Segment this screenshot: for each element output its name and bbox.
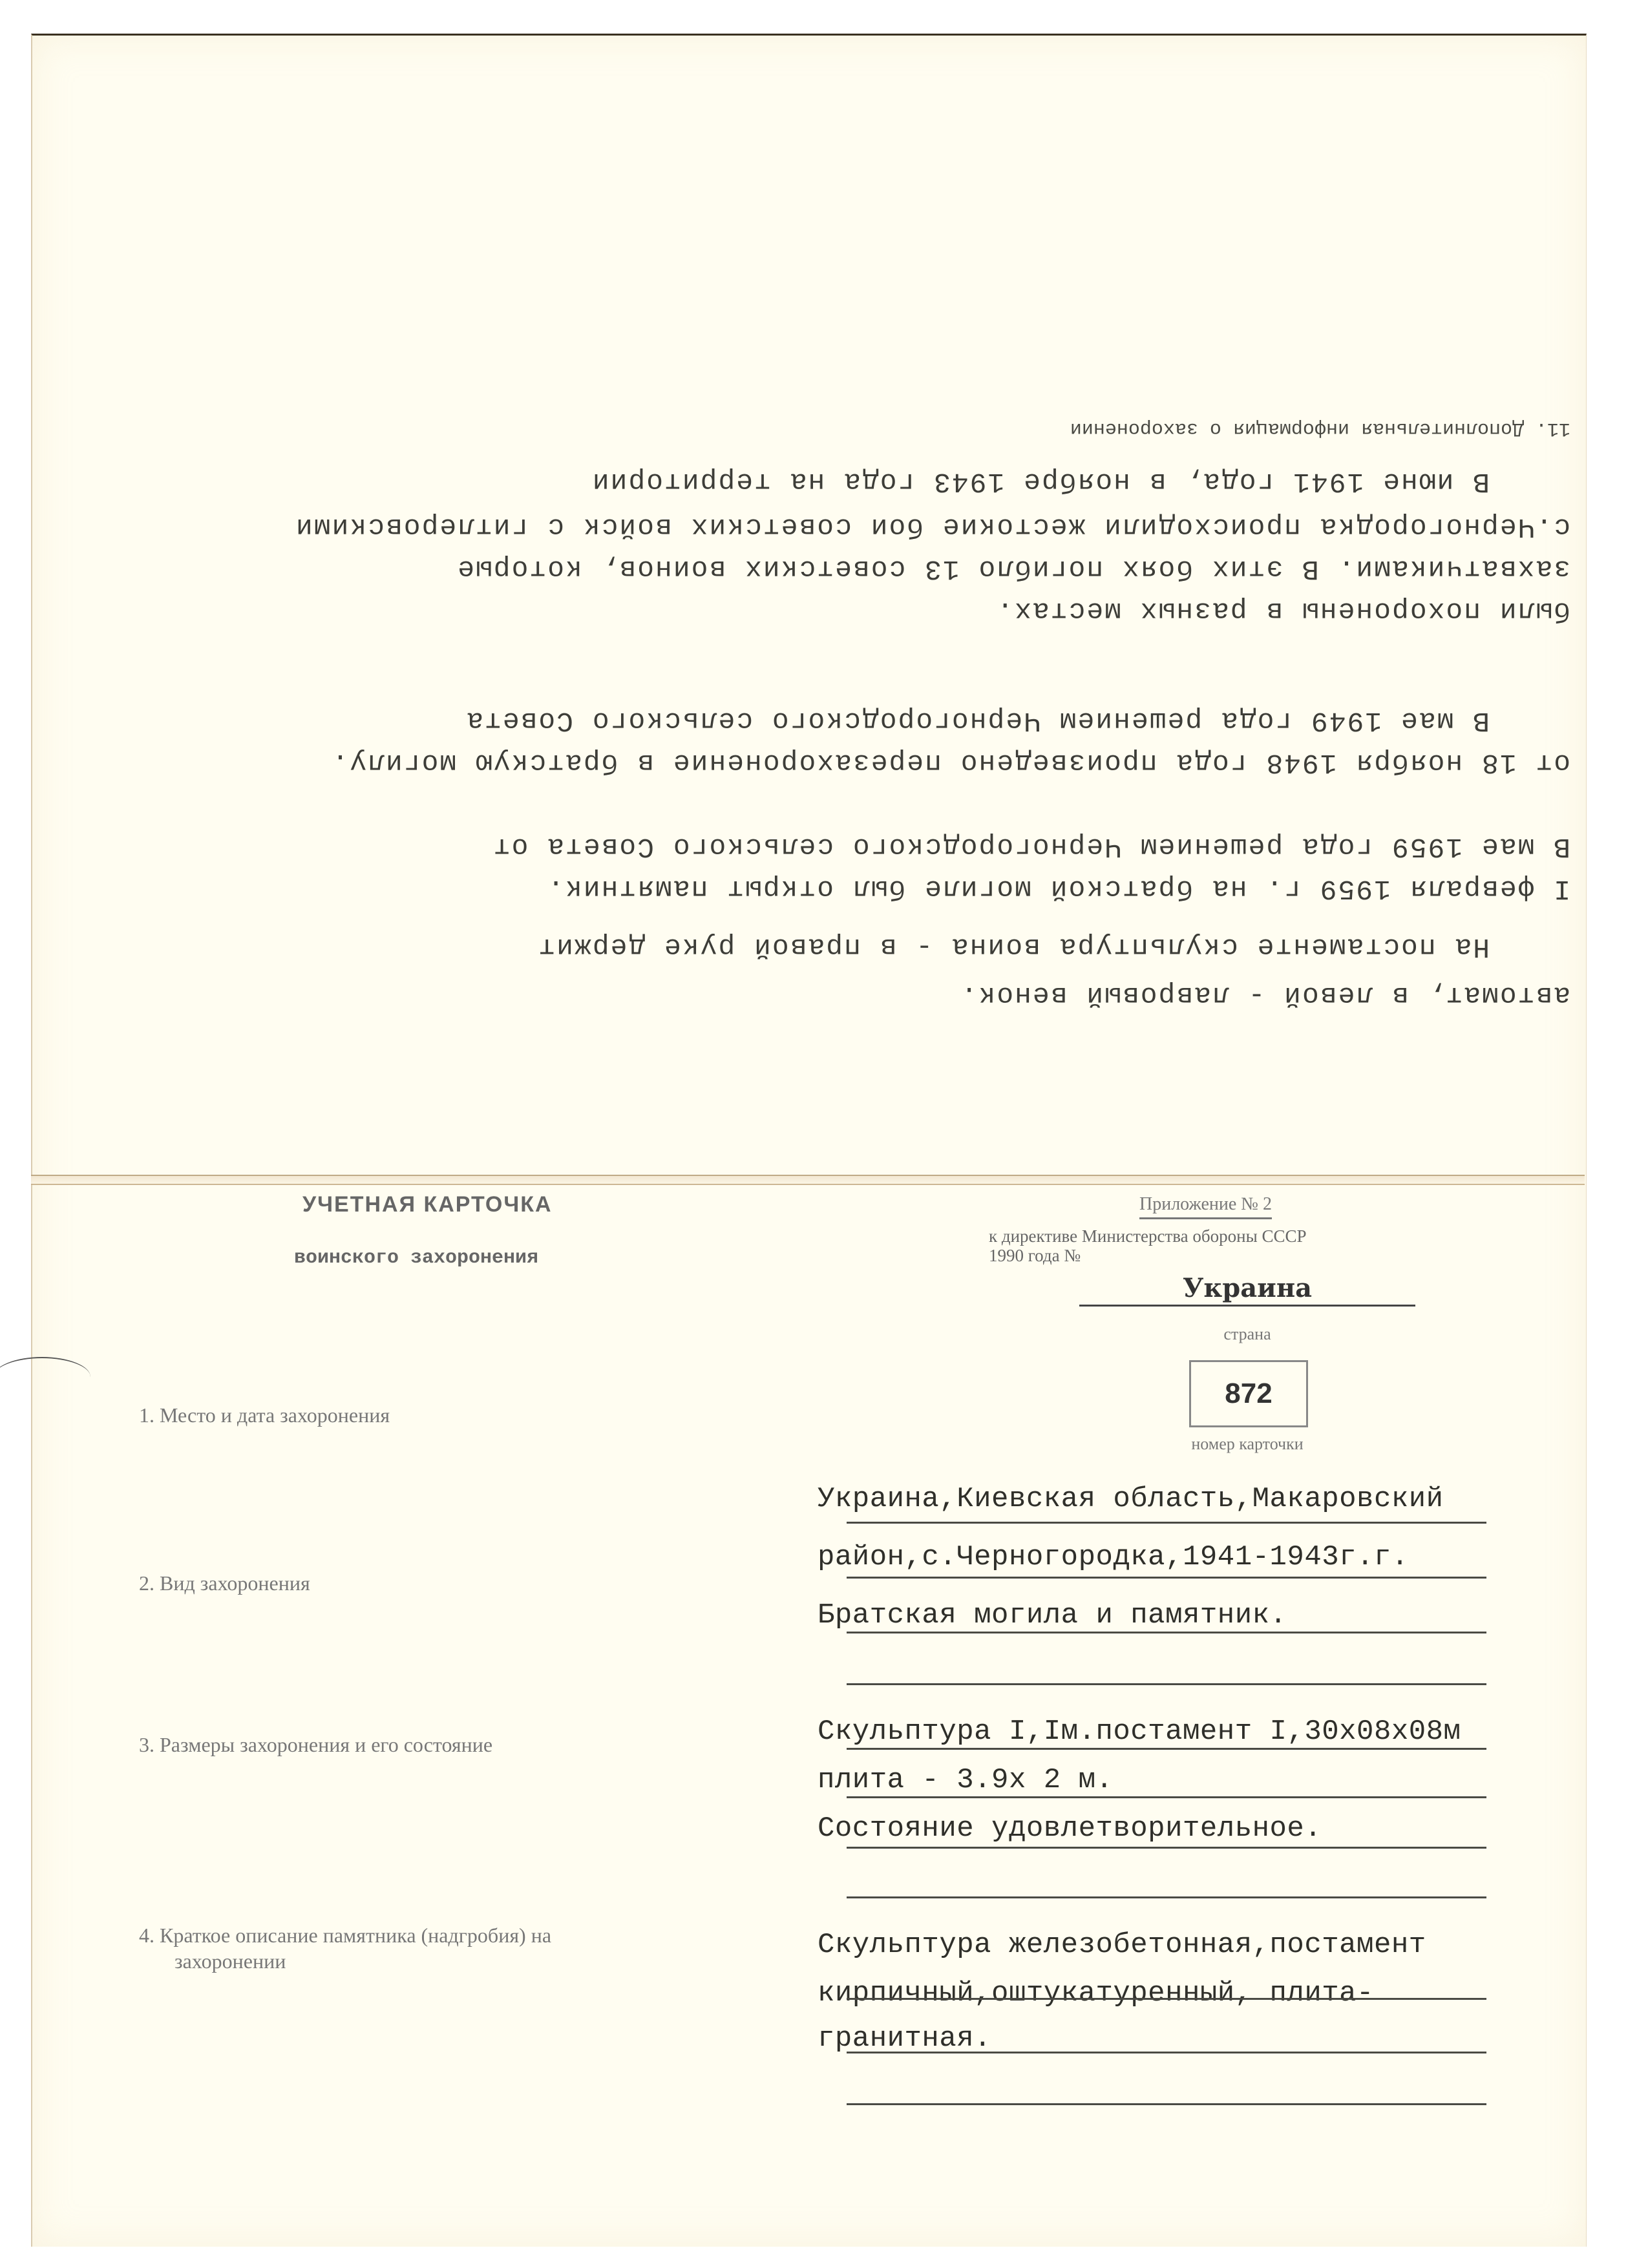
field-value-condition: Состояние удовлетворительное. — [818, 1812, 1322, 1845]
field-value-size-line-1: Скульптура I,Iм.постамент I,30х08х08м — [818, 1716, 1461, 1748]
underline — [847, 1748, 1486, 1750]
fold-crease — [31, 1175, 1585, 1185]
underline — [847, 1847, 1486, 1849]
underline — [847, 2103, 1486, 2105]
field-value-monument-line-1: Скульптура железобетонная,постамент — [818, 1929, 1426, 1961]
underline — [847, 1896, 1486, 1898]
card-number-box: 872 — [1189, 1360, 1308, 1427]
field-label-place-date — [139, 1402, 390, 1428]
appendix-label: Приложение № 2 — [1139, 1194, 1272, 1219]
field-value-monument-line-3: гранитная. — [818, 2022, 992, 2055]
underline — [847, 1683, 1486, 1685]
field-label-text-cont: захоронении — [174, 1949, 286, 1973]
field-number: 1. — [139, 1403, 154, 1427]
info-line: захватчиками. В этих боях погибло 13 советских воинов, которые — [456, 553, 1570, 585]
section-title-additional-info: 11. Дополнительная информация о захоронении — [1070, 417, 1570, 439]
field-value-monument-line-2: кирпичный,оштукатуренный, плита- — [818, 1977, 1374, 2010]
directive-line: 1990 года № — [989, 1246, 1081, 1265]
info-line: I февраля 1959 г. на братской могиле был открыт памятник. — [546, 873, 1570, 905]
info-line: В мае 1949 года решением Черногородского сельского Совета — [465, 705, 1490, 737]
card-number-label: номер карточки — [1191, 1434, 1304, 1453]
underline — [847, 2052, 1486, 2053]
info-line: В июне 1941 года, в ноябре 1943 года на территории — [591, 466, 1490, 498]
underline — [847, 1577, 1486, 1579]
info-line: На постаменте скульптура воина - в правой руке держит — [537, 931, 1490, 963]
field-label-text: Краткое описание памятника (надгробия) на — [160, 1924, 552, 1947]
additional-info-section — [213, 414, 1570, 1137]
field-label-monument-description — [139, 1922, 779, 1974]
field-value-size-line-2: плита - 3.9х 2 м. — [818, 1764, 1114, 1796]
field-value-place-line-2: район,с.Черногородка,1941-1943г.г. — [818, 1541, 1409, 1573]
underline — [847, 1998, 1486, 2000]
form-title: УЧЕТНАЯ КАРТОЧКА — [302, 1192, 553, 1217]
country-value: Украина — [1079, 1273, 1415, 1307]
info-line: от 18 ноября 1948 года произведено перезахоронение в братскую могилу. — [330, 747, 1570, 779]
field-number: 2. — [139, 1571, 154, 1595]
info-line: с.Черногородка происходили жестокие бои советских войск с гитлеровскими — [294, 511, 1570, 543]
punch-hole-edge — [0, 1357, 90, 1397]
country-label: страна — [1223, 1325, 1271, 1343]
field-value-place-line-1: Украина,Киевская область,Макаровский — [818, 1483, 1444, 1515]
field-label-text: Место и дата захоронения — [160, 1403, 390, 1427]
field-label-text: Вид захоронения — [160, 1571, 310, 1595]
field-label-burial-type — [139, 1570, 310, 1596]
directive-reference — [989, 1226, 1307, 1265]
info-line: были похоронены в разных местах. — [995, 595, 1570, 627]
info-line: В мае 1959 года решением Черногородского сельского Совета от — [492, 831, 1570, 863]
underline — [847, 1796, 1486, 1798]
field-label-text: Размеры захоронения и его состояние — [160, 1733, 493, 1756]
field-label-size-condition — [139, 1732, 492, 1758]
underline — [847, 1522, 1486, 1524]
document-page — [31, 34, 1587, 2247]
underline — [847, 1632, 1486, 1633]
info-line: автомат, в левой - лавровый венок. — [959, 980, 1570, 1011]
directive-line: к директиве Министерства обороны СССР — [989, 1226, 1307, 1246]
form-subtitle: воинского захоронения — [294, 1247, 539, 1269]
field-value-burial-type: Братская могила и памятник. — [818, 1599, 1287, 1632]
field-number: 4. — [139, 1924, 154, 1947]
field-number: 3. — [139, 1733, 154, 1756]
